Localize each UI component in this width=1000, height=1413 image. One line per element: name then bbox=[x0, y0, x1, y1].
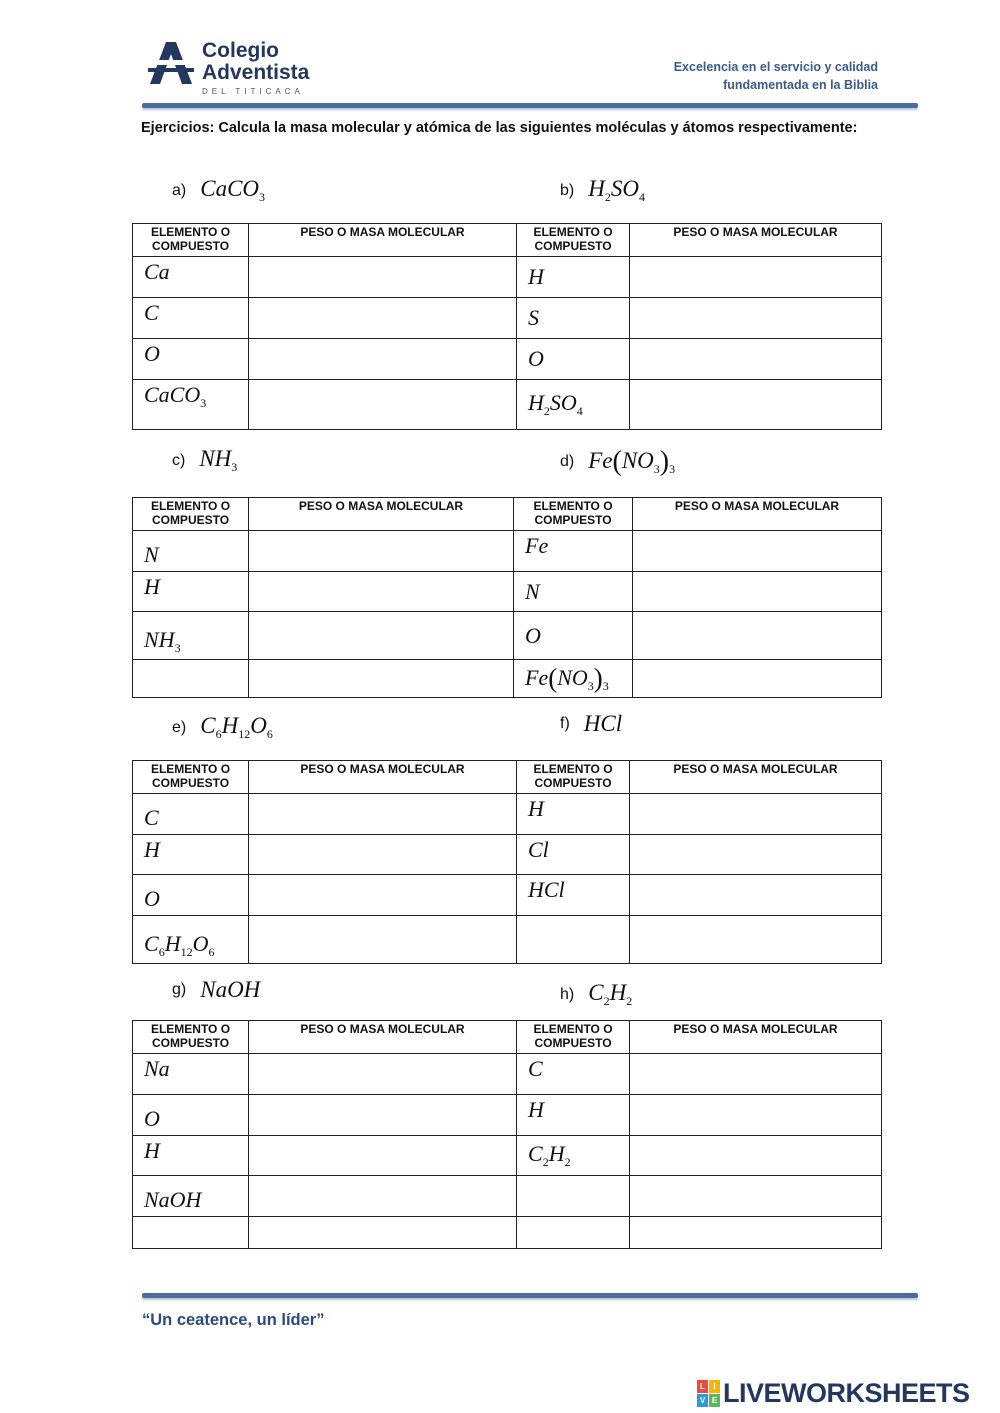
element-cell: $C_2H_2$ bbox=[517, 1136, 630, 1176]
brand-grid-letter: E bbox=[709, 1394, 720, 1407]
formula: $C_6H_{12}O_6$ bbox=[200, 713, 273, 741]
header-mass: PESO O MASA MOLECULAR bbox=[249, 224, 517, 257]
header-element: ELEMENTO O COMPUESTO bbox=[514, 498, 633, 531]
mass-input-cell[interactable] bbox=[630, 875, 882, 916]
formula: HCl bbox=[583, 711, 623, 736]
element-cell bbox=[517, 916, 630, 964]
header-element: ELEMENTO O COMPUESTO bbox=[133, 1021, 249, 1054]
mass-input-cell[interactable] bbox=[630, 257, 882, 298]
brand-grid-letter: V bbox=[697, 1394, 708, 1407]
exercise-ef-table bbox=[132, 760, 882, 964]
header-mass: PESO O MASA MOLECULAR bbox=[633, 498, 882, 531]
element-cell bbox=[133, 660, 249, 698]
mass-input-cell[interactable] bbox=[249, 339, 517, 380]
element-cell: Ca bbox=[133, 257, 249, 298]
element-cell: $H_2SO_4$ bbox=[517, 380, 630, 430]
mass-input-cell[interactable] bbox=[630, 1217, 882, 1249]
footer-rule bbox=[142, 1293, 918, 1298]
mass-input-cell[interactable] bbox=[249, 875, 517, 916]
exercise-cd-table bbox=[132, 497, 882, 698]
motto-line-2: fundamentada en la Biblia bbox=[723, 78, 878, 92]
mass-input-cell[interactable] bbox=[633, 572, 882, 612]
exercise-gh-table bbox=[132, 1020, 882, 1249]
table-row bbox=[133, 380, 882, 430]
element-cell: $NH_3$ bbox=[133, 612, 249, 660]
element-cell bbox=[517, 1217, 630, 1249]
exercise-c-label bbox=[172, 446, 237, 475]
exercise-ab-table bbox=[132, 223, 882, 430]
element-cell: H bbox=[517, 257, 630, 298]
table-header-row bbox=[133, 224, 882, 257]
table-row bbox=[133, 531, 882, 572]
header-motto bbox=[674, 58, 878, 94]
logo-line-3: DEL TITICACA bbox=[202, 87, 304, 96]
mass-input-cell[interactable] bbox=[249, 257, 517, 298]
table-header-row bbox=[133, 498, 882, 531]
exercise-letter: c) bbox=[172, 451, 186, 469]
header-mass: PESO O MASA MOLECULAR bbox=[249, 1021, 517, 1054]
table-row bbox=[133, 835, 882, 875]
mass-input-cell[interactable] bbox=[249, 1095, 517, 1136]
exercise-d-label bbox=[560, 446, 675, 478]
mass-input-cell[interactable] bbox=[630, 916, 882, 964]
mass-input-cell[interactable] bbox=[249, 794, 517, 835]
element-cell: H bbox=[133, 572, 249, 612]
mass-input-cell[interactable] bbox=[249, 380, 517, 430]
table-row bbox=[133, 794, 882, 835]
exercise-f-label bbox=[560, 711, 622, 737]
header-element: ELEMENTO O COMPUESTO bbox=[517, 761, 630, 794]
element-cell: NaOH bbox=[133, 1176, 249, 1217]
mass-input-cell[interactable] bbox=[249, 1176, 517, 1217]
element-cell: N bbox=[133, 531, 249, 572]
table-header-row bbox=[133, 1021, 882, 1054]
mass-input-cell[interactable] bbox=[249, 612, 514, 660]
table-row bbox=[133, 1176, 882, 1217]
table-row bbox=[133, 572, 882, 612]
footer-slogan: “Un ceatence, un líder” bbox=[142, 1311, 325, 1329]
header-element: ELEMENTO O COMPUESTO bbox=[133, 761, 249, 794]
header-element: ELEMENTO O COMPUESTO bbox=[517, 1021, 630, 1054]
exercise-letter: b) bbox=[560, 181, 575, 199]
formula: $H_2SO_4$ bbox=[588, 176, 645, 204]
logo-emblem-icon bbox=[146, 40, 196, 86]
element-cell: H bbox=[517, 1095, 630, 1136]
element-cell: H bbox=[133, 835, 249, 875]
brand-logo-icon bbox=[697, 1380, 720, 1407]
formula: $C_2H_2$ bbox=[588, 980, 633, 1008]
motto-line-1: Excelencia en el servicio y calidad bbox=[673, 60, 878, 74]
element-cell: Cl bbox=[517, 835, 630, 875]
brand-wordmark: LIVEWORKSHEETS bbox=[723, 1377, 970, 1408]
table-row bbox=[133, 1217, 882, 1249]
mass-input-cell[interactable] bbox=[630, 1054, 882, 1095]
header-element: ELEMENTO O COMPUESTO bbox=[133, 224, 249, 257]
mass-input-cell[interactable] bbox=[249, 660, 514, 698]
exercise-e-label bbox=[172, 713, 273, 742]
formula: NaOH bbox=[200, 977, 261, 1002]
brand-grid-letter: I bbox=[709, 1380, 720, 1393]
mass-input-cell[interactable] bbox=[249, 531, 514, 572]
mass-input-cell[interactable] bbox=[249, 298, 517, 339]
table-row bbox=[133, 660, 882, 698]
mass-input-cell[interactable] bbox=[630, 380, 882, 430]
mass-input-cell[interactable] bbox=[633, 660, 882, 698]
element-cell: N bbox=[514, 572, 633, 612]
mass-input-cell[interactable] bbox=[633, 612, 882, 660]
mass-input-cell[interactable] bbox=[249, 1217, 517, 1249]
mass-input-cell[interactable] bbox=[630, 1176, 882, 1217]
logo-line-2: Adventista bbox=[202, 61, 310, 84]
mass-input-cell[interactable] bbox=[630, 794, 882, 835]
table-header-row bbox=[133, 761, 882, 794]
mass-input-cell[interactable] bbox=[630, 1095, 882, 1136]
exercise-g-label bbox=[172, 977, 260, 1003]
exercise-letter: g) bbox=[172, 981, 187, 998]
table-row bbox=[133, 1054, 882, 1095]
element-cell bbox=[517, 1176, 630, 1217]
table-row bbox=[133, 1136, 882, 1176]
element-cell: O bbox=[514, 612, 633, 660]
header-rule bbox=[142, 103, 918, 108]
element-cell: CaCO$_3$ bbox=[133, 380, 249, 430]
exercise-h-label bbox=[560, 980, 632, 1009]
school-logo bbox=[146, 40, 346, 100]
header-mass: PESO O MASA MOLECULAR bbox=[630, 761, 882, 794]
table-row bbox=[133, 875, 882, 916]
table-row bbox=[133, 916, 882, 964]
brand-grid-letter: L bbox=[697, 1380, 708, 1393]
formula: $NH_3$ bbox=[199, 446, 238, 474]
header-element: ELEMENTO O COMPUESTO bbox=[517, 224, 630, 257]
element-cell: H bbox=[133, 1136, 249, 1176]
table-row bbox=[133, 298, 882, 339]
element-cell: S bbox=[517, 298, 630, 339]
mass-input-cell[interactable] bbox=[249, 572, 514, 612]
mass-input-cell[interactable] bbox=[630, 835, 882, 875]
exercise-a-label bbox=[172, 176, 265, 205]
exercise-letter: a) bbox=[172, 181, 187, 199]
element-cell: C bbox=[133, 794, 249, 835]
element-cell: H bbox=[517, 794, 630, 835]
exercise-letter: h) bbox=[560, 985, 575, 1003]
header-mass: PESO O MASA MOLECULAR bbox=[249, 498, 514, 531]
element-cell: C bbox=[517, 1054, 630, 1095]
element-cell: C bbox=[133, 298, 249, 339]
header-mass: PESO O MASA MOLECULAR bbox=[630, 224, 882, 257]
instructions: Ejercicios: Calcula la masa molecular y atómica de las siguientes moléculas y átomos respectivamente: bbox=[141, 120, 858, 136]
table-row bbox=[133, 257, 882, 298]
element-cell: O bbox=[133, 875, 249, 916]
table-row bbox=[133, 1095, 882, 1136]
exercise-letter: f) bbox=[560, 715, 570, 732]
liveworksheets-brand[interactable] bbox=[697, 1378, 970, 1408]
mass-input-cell[interactable] bbox=[249, 916, 517, 964]
mass-input-cell[interactable] bbox=[249, 1054, 517, 1095]
formula: $Fe(NO_3)_3$ bbox=[588, 446, 676, 477]
exercise-letter: d) bbox=[560, 453, 575, 470]
element-cell bbox=[133, 1217, 249, 1249]
mass-input-cell[interactable] bbox=[633, 531, 882, 572]
element-cell: O bbox=[133, 1095, 249, 1136]
header-element: ELEMENTO O COMPUESTO bbox=[133, 498, 249, 531]
exercise-b-label bbox=[560, 176, 645, 205]
mass-input-cell[interactable] bbox=[249, 835, 517, 875]
element-cell: $Fe(NO_3)_3$ bbox=[514, 660, 633, 698]
table-row bbox=[133, 612, 882, 660]
element-cell: Na bbox=[133, 1054, 249, 1095]
mass-input-cell[interactable] bbox=[249, 1136, 517, 1176]
mass-input-cell[interactable] bbox=[630, 298, 882, 339]
logo-line-1: Colegio bbox=[202, 39, 279, 62]
header-mass: PESO O MASA MOLECULAR bbox=[630, 1021, 882, 1054]
element-cell: HCl bbox=[517, 875, 630, 916]
mass-input-cell[interactable] bbox=[630, 1136, 882, 1176]
element-cell: O bbox=[133, 339, 249, 380]
table-row bbox=[133, 339, 882, 380]
element-cell: $C_6H_{12}O_6$ bbox=[133, 916, 249, 964]
exercise-letter: e) bbox=[172, 718, 187, 736]
element-cell: O bbox=[517, 339, 630, 380]
element-cell: Fe bbox=[514, 531, 633, 572]
formula: CaCO$_3$ bbox=[200, 176, 266, 204]
mass-input-cell[interactable] bbox=[630, 339, 882, 380]
header-mass: PESO O MASA MOLECULAR bbox=[249, 761, 517, 794]
